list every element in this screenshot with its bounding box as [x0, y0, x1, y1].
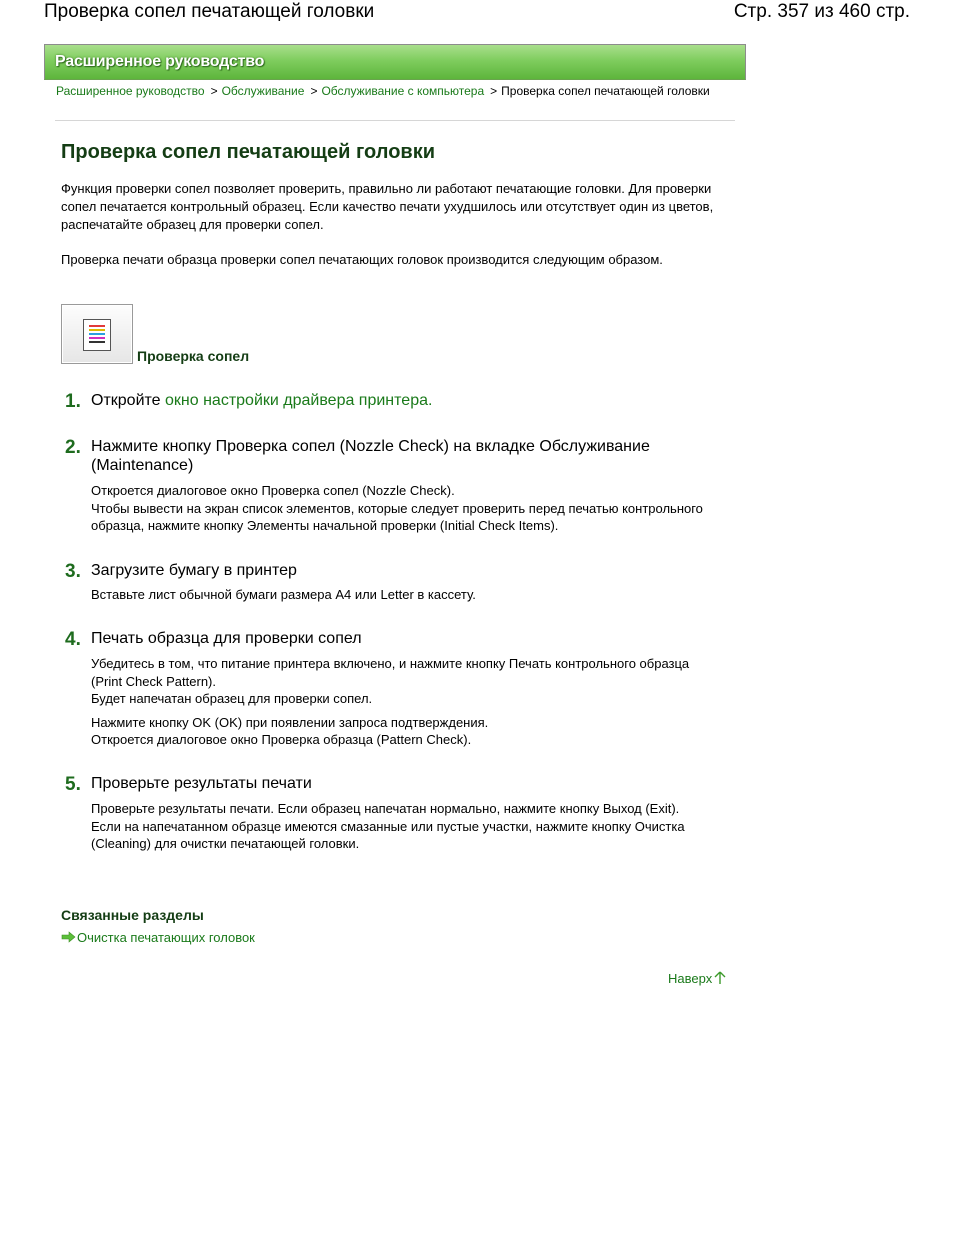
step-title [91, 391, 711, 410]
document-icon [83, 319, 111, 351]
step-title: Печать образца для проверки сопел [91, 630, 362, 647]
step-body [91, 482, 711, 541]
page-counter: Стр. 357 из 460 стр. [733, 1, 910, 22]
manual-banner [44, 44, 746, 80]
page-header [0, 0, 954, 30]
step-number: 1. [65, 391, 81, 412]
breadcrumb-separator: > [210, 84, 218, 98]
step-body [91, 655, 711, 755]
step-title: Проверьте результаты печати [91, 775, 312, 792]
breadcrumb [56, 83, 716, 99]
breadcrumb-current: Проверка сопел печатающей головки [501, 84, 710, 98]
related-topics-title: Связанные разделы [61, 907, 204, 923]
breadcrumb-link-computer-maintenance[interactable]: Обслуживание с компьютера [321, 84, 485, 98]
step-title-text: Откройте [91, 392, 161, 409]
breadcrumb-link-manual[interactable]: Расширенное руководство [56, 84, 205, 98]
back-to-top-label[interactable]: Наверх [668, 971, 713, 986]
step-text: Убедитесь в том, что питание принтера включено, и нажмите кнопку Печать контрольного образца (Print Check Pattern). Будет напечатан образец для проверки сопел. [91, 656, 690, 706]
breadcrumb-separator: > [310, 84, 318, 98]
back-to-top-link[interactable] [668, 971, 726, 986]
article-heading: Проверка сопел печатающей головки [61, 141, 436, 163]
step-number: 2. [65, 437, 81, 458]
step-title: Загрузите бумагу в принтер [91, 562, 297, 579]
step-text: Откроется диалоговое окно Проверка сопел (Nozzle Check). Чтобы вывести на экран список элементов, которые следует проверить перед печатью контрольного образца, нажмите кнопку Элементы начальной проверки (Initial Check Items). [91, 483, 703, 533]
related-link-label[interactable]: Очистка печатающих головок [77, 930, 255, 945]
intro-paragraph-2: Проверка печати образца проверки сопел печатающих головок производится следующим образом. [61, 252, 663, 267]
related-link-cleaning[interactable] [61, 930, 255, 945]
step-body [91, 800, 711, 859]
step-number: 3. [65, 561, 81, 582]
step-title: Нажмите кнопку Проверка сопел (Nozzle Check) на вкладке Обслуживание (Maintenance) [91, 438, 650, 474]
breadcrumb-link-maintenance[interactable]: Обслуживание [221, 84, 305, 98]
divider [55, 120, 735, 121]
step-number: 5. [65, 774, 81, 795]
article [61, 138, 731, 267]
page-header-title: Проверка сопел печатающей головки [44, 1, 375, 22]
step-text: Проверьте результаты печати. Если образец напечатан нормально, нажмите кнопку Выход (Exit). Если на напечатанном образце имеются смазанные или пустые участки, нажмите кнопку Очистка (Cleaning) для очистки печатающей головки. [91, 801, 685, 851]
banner-title: Расширенное руководство [55, 53, 265, 70]
step-body [91, 586, 711, 610]
nozzle-check-icon [61, 304, 133, 364]
icon-caption: Проверка сопел [137, 348, 250, 364]
step-text: Нажмите кнопку OK (OK) при появлении запроса подтверждения. Откроется диалоговое окно Проверка образца (Pattern Check). [91, 714, 489, 747]
green-arrow-icon [61, 931, 76, 943]
printer-driver-settings-link[interactable]: окно настройки драйвера принтера. [165, 392, 433, 409]
step-number: 4. [65, 629, 81, 650]
up-arrow-icon [714, 971, 726, 985]
intro-paragraph: Функция проверки сопел позволяет проверить, правильно ли работают печатающие головки. Для проверки сопел печатается контрольный образец. Если качество печати ухудшилось или отсутствует один из цветов, распечатайте образец для проверки сопел. [61, 181, 714, 232]
step-text: Вставьте лист обычной бумаги размера A4 или Letter в кассету. [91, 587, 476, 602]
breadcrumb-separator: > [490, 84, 498, 98]
